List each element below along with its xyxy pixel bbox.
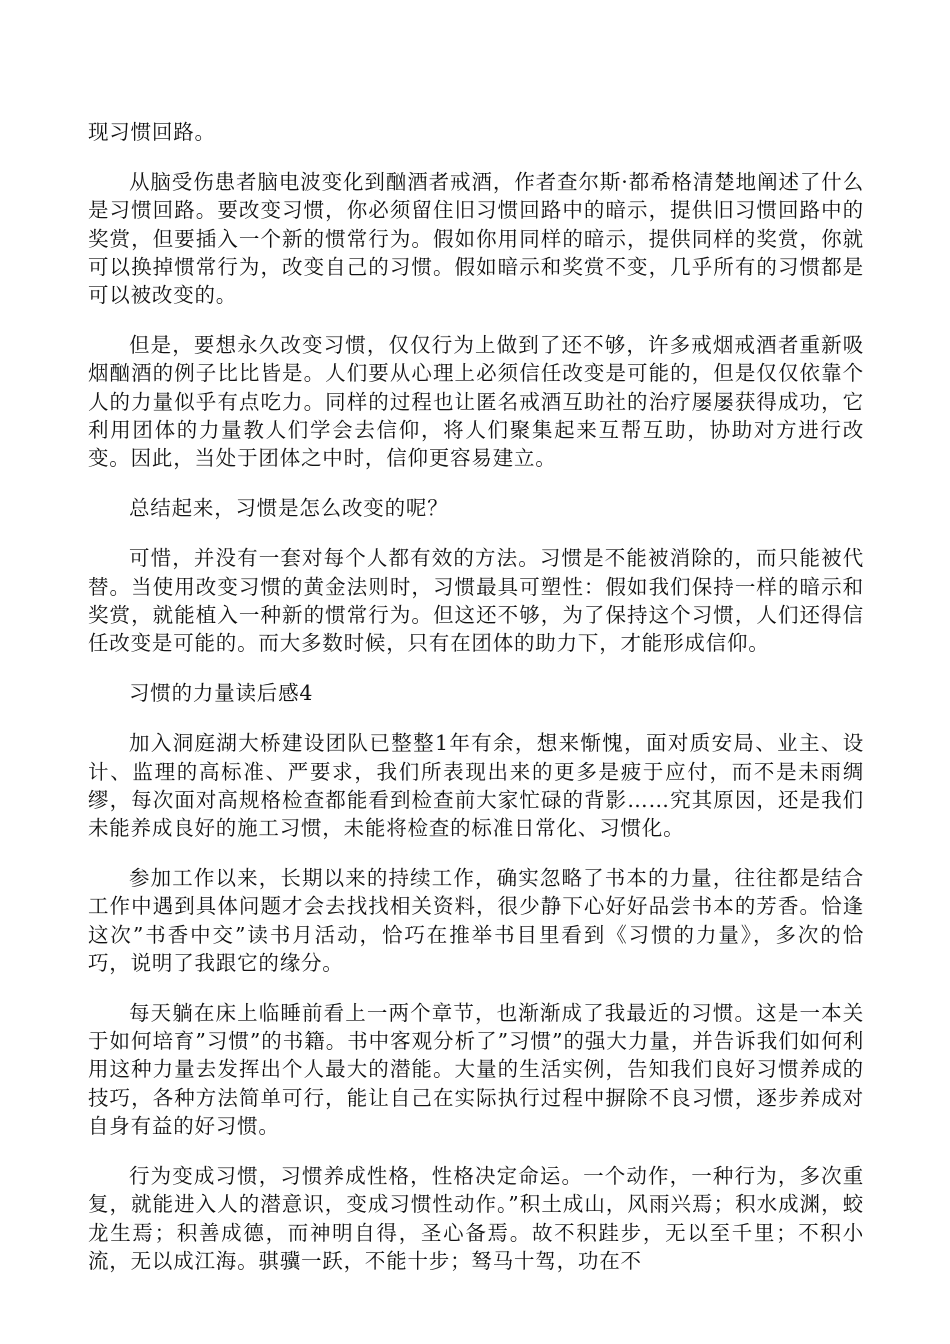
paragraph-8: 参加工作以来，长期以来的持续工作，确实忽略了书本的力量，往往都是结合工作中遇到具体问题才会去找找相关资料，很少静下心好好品尝书本的芳香。恰逢这次”书香中交”读书月活动，恰巧在推举书目里看到《习惯的力量》，多次的恰巧，说明了我跟它的缘分。 [88, 866, 864, 975]
document-page [88, 118, 864, 1275]
paragraph-1: 现习惯回路。 [88, 120, 216, 144]
paragraph-7: 加入洞庭湖大桥建设团队已整整1年有余，想来惭愧，面对质安局、业主、设计、监理的高标准、严要求，我们所表现出来的更多是疲于应付，而不是未雨绸缪，每次面对高规格检查都能看到检查前大家忙碌的背影……究其原因，还是我们未能养成良好的施工习惯，未能将检查的标准日常化、习惯化。 [88, 731, 864, 841]
paragraph-3: 但是，要想永久改变习惯，仅仅行为上做到了还不够，许多戒烟戒酒者重新吸烟酗酒的例子比比皆是。人们要从心理上必须信任改变是可能的，但是仅仅依靠个人的力量似乎有点吃力。同样的过程也让匿名戒酒互助社的治疗屡屡获得成功，它利用团体的力量教人们学会去信仰，将人们聚集起来互帮互助，协助对方进行改变。因此，当处于团体之中时，信仰更容易建立。 [88, 333, 864, 471]
paragraph-9: 每天躺在床上临睡前看上一两个章节，也渐渐成了我最近的习惯。这是一本关于如何培育”习惯”的书籍。书中客观分析了”习惯”的强大力量，并告诉我们如何利用这种力量去发挥出个人最大的潜能。大量的生活实例，告知我们良好习惯养成的技巧，各种方法简单可行，能让自己在实际执行过程中摒除不良习惯，逐步养成对自身有益的好习惯。 [88, 1001, 864, 1138]
paragraph-4: 总结起来，习惯是怎么改变的呢？ [129, 496, 449, 521]
paragraph-2: 从脑受伤患者脑电波变化到酗酒者戒酒，作者查尔斯·都希格清楚地阐述了什么是习惯回路。要改变习惯，你必须留住旧习惯回路中的暗示，提供旧习惯回路中的奖赏，但要插入一个新的惯常行为。假如你用同样的暗示，提供同样的奖赏，你就可以换掉惯常行为，改变自己的习惯。假如暗示和奖赏不变，几乎所有的习惯都是可以被改变的。 [88, 170, 864, 308]
paragraph-10: 行为变成习惯，习惯养成性格，性格决定命运。一个动作，一种行为，多次重复，就能进入人的潜意识，变成习惯性动作。”积土成山，风雨兴焉；积水成渊，蛟龙生焉；积善成德，而神明自得，圣心备焉。故不积跬步，无以至千里；不积小流，无以成江海。骐骥一跃，不能十步；驽马十驾，功在不 [88, 1164, 864, 1273]
section-heading: 习惯的力量读后感4 [129, 681, 314, 706]
paragraph-5: 可惜，并没有一套对每个人都有效的方法。习惯是不能被消除的，而只能被代替。当使用改变习惯的黄金法则时，习惯最具可塑性：假如我们保持一样的暗示和奖赏，就能植入一种新的惯常行为。但这还不够，为了保持这个习惯，人们还得信任改变是可能的。而大多数时候，只有在团体的助力下，才能形成信仰。 [88, 546, 864, 656]
